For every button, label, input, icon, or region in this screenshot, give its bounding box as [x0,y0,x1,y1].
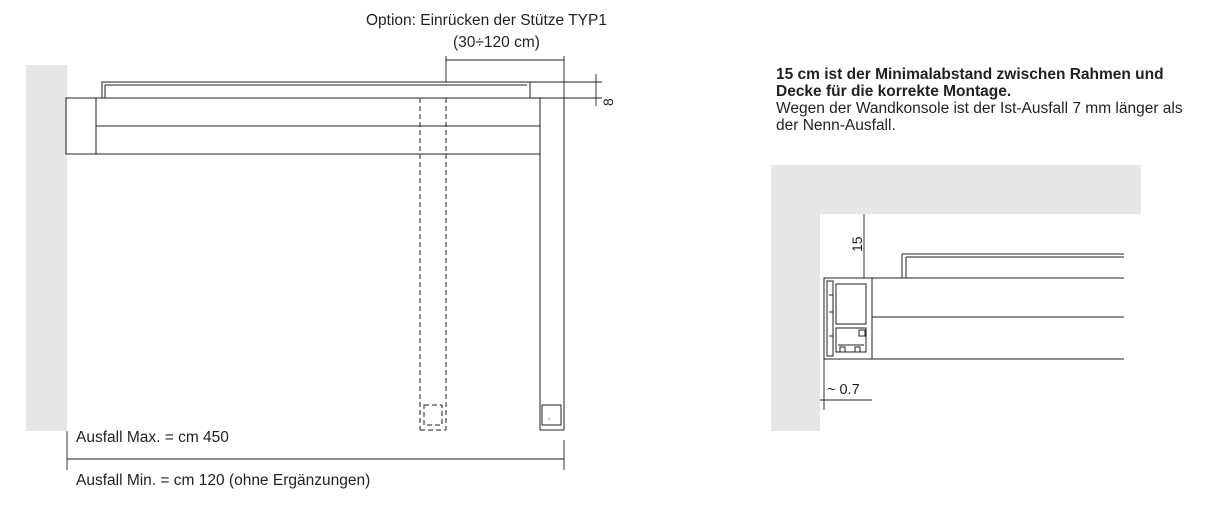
ausfall-min: Ausfall Min. = cm 120 (ohne Ergänzungen) [76,472,371,489]
left-wall [26,65,67,431]
option-range: (30÷120 cm) [453,34,540,51]
bracket-profile [824,278,872,359]
left-elevation [26,65,564,431]
note-body: Wegen der Wandkonsole ist der Ist-Ausfall 7 mm länger als der Nenn-Ausfall. [776,100,1183,134]
dim-15-label: 15 [849,236,865,252]
support-column [540,98,564,430]
option-label: Option: Einrücken der Stütze TYP1 [366,12,607,29]
wall-bracket [66,98,96,154]
dim-8-label: 8 [600,98,616,106]
ausfall-max: Ausfall Max. = cm 450 [76,429,229,446]
note-bold: 15 cm ist der Minimalabstand zwischen Rahmen und Decke für die korrekte Montage. [776,66,1164,100]
svg-text:≈: ≈ [548,416,551,421]
mounting-note [776,66,1206,134]
dim-07-label: ~ 0.7 [827,382,860,398]
top-rail [102,82,530,98]
